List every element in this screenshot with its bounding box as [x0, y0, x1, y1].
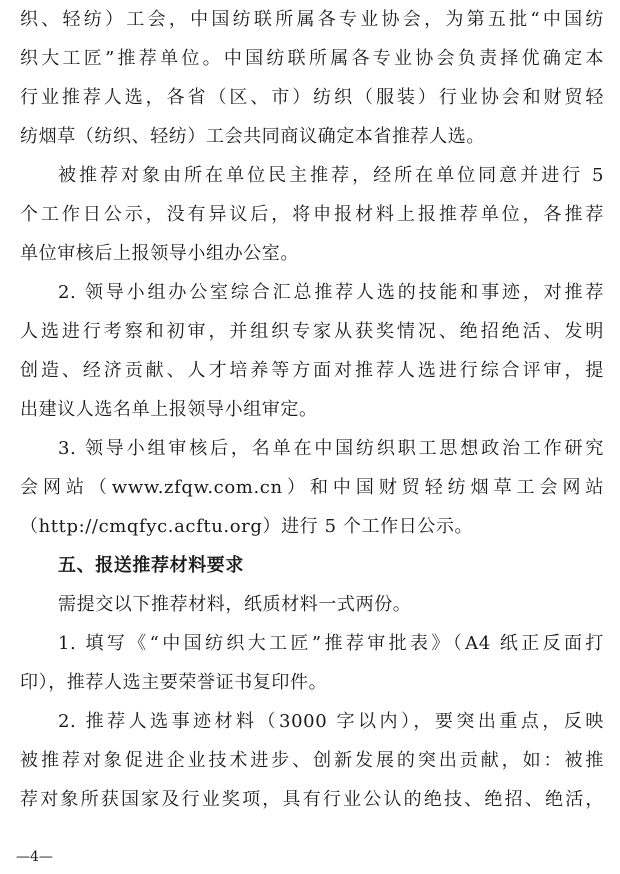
body-text-line: 会网站（www.zfqw.com.cn）和中国财贸轻纺烟草工会网站 — [20, 477, 604, 498]
body-text-line: 个工作日公示，没有异议后，将申报材料上报推荐单位，各推荐 — [20, 204, 604, 225]
section-heading: 五、报送推荐材料要求 — [58, 555, 244, 576]
page-number: —4— — [16, 849, 53, 865]
body-text-line: 被推荐对象促进企业技术进步、创新发展的突出贡献，如：被推 — [20, 750, 604, 771]
body-text-line: 荐对象所获国家及行业奖项，具有行业公认的绝技、绝招、绝活， — [20, 789, 604, 810]
body-text-line: 织大工匠”推荐单位。中国纺联所属各专业协会负责择优确定本 — [20, 48, 604, 69]
body-text-line: 织、轻纺）工会，中国纺联所属各专业协会，为第五批“中国纺 — [20, 9, 604, 30]
body-text-line: 需提交以下推荐材料，纸质材料一式两份。 — [58, 594, 412, 615]
body-text-line: 印），推荐人选主要荣誉证书复印件。 — [20, 672, 328, 693]
body-text-line: 3. 领导小组审核后，名单在中国纺织职工思想政治工作研究 — [58, 438, 604, 459]
body-text-line: 单位审核后上报领导小组办公室。 — [20, 243, 299, 264]
body-text-line: 创造、经济贡献、人才培养等方面对推荐人选进行综合评审，提 — [20, 360, 604, 381]
body-text-line: （http://cmqfyc.acftu.org）进行 5 个工作日公示。 — [20, 516, 474, 537]
body-text-line: 纺烟草（纺织、轻纺）工会共同商议确定本省推荐人选。 — [20, 126, 485, 147]
body-text-line: 2. 领导小组办公室综合汇总推荐人选的技能和事迹，对推荐 — [58, 282, 604, 303]
body-text-line: 1. 填写《“中国纺织大工匠”推荐审批表》（A4 纸正反面打 — [58, 633, 604, 654]
body-text-line: 被推荐对象由所在单位民主推荐，经所在单位同意并进行 5 — [58, 165, 604, 186]
body-text-line: 2. 推荐人选事迹材料（3000 字以内），要突出重点，反映 — [58, 711, 604, 732]
body-text-line: 出建议人选名单上报领导小组审定。 — [20, 399, 318, 420]
body-text-line: 行业推荐人选，各省（区、市）纺织（服装）行业协会和财贸轻 — [20, 87, 604, 108]
body-text-line: 人选进行考察和初审，并组织专家从获奖情况、绝招绝活、发明 — [20, 321, 604, 342]
